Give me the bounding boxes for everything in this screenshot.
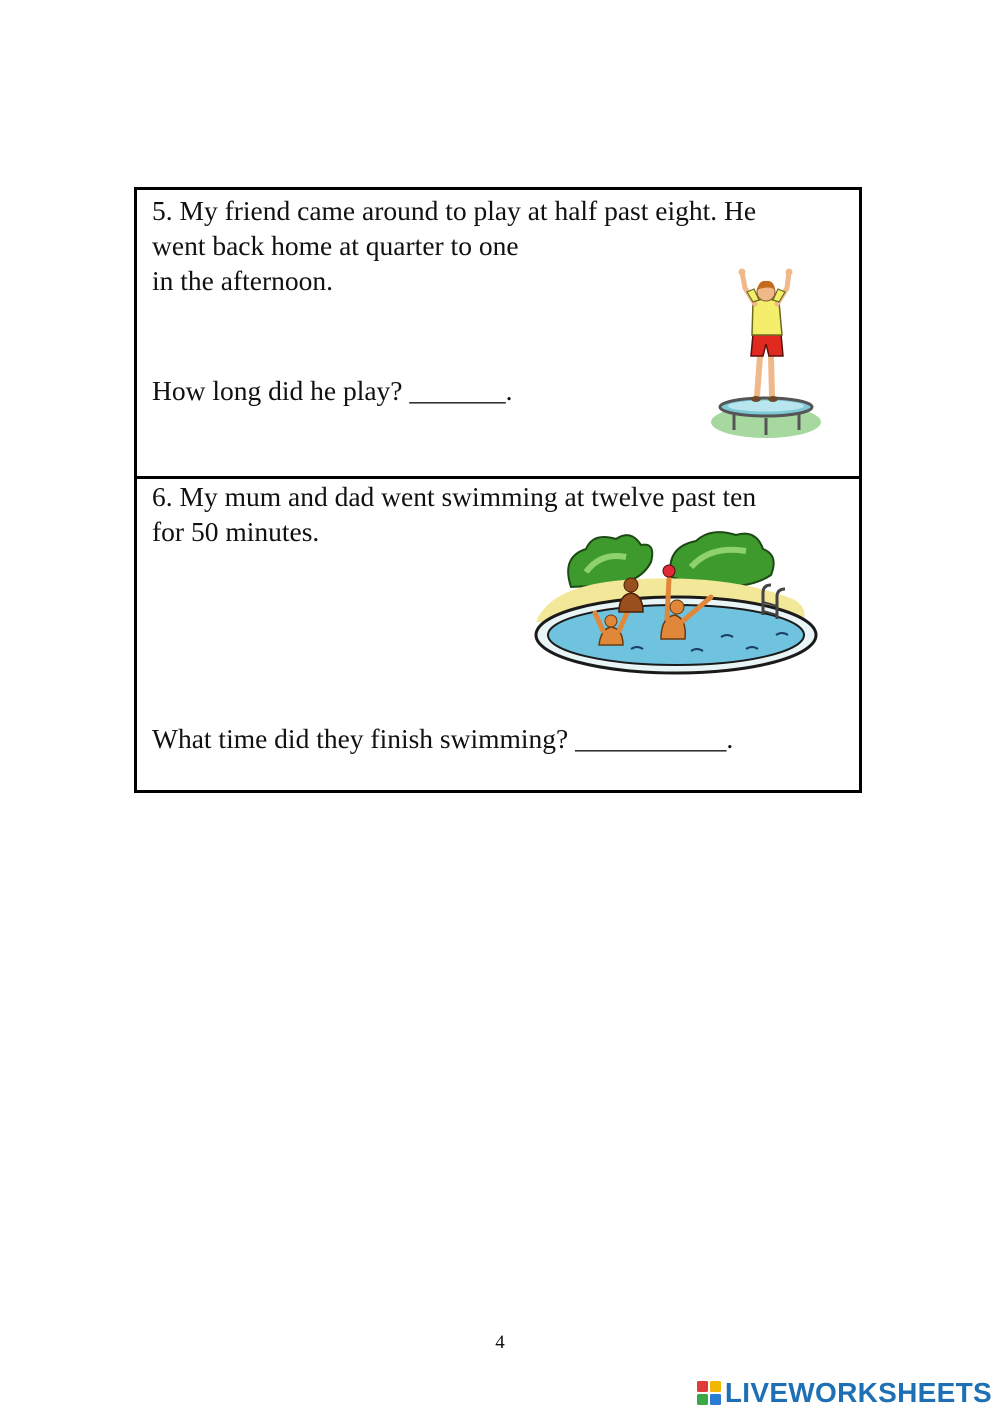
brand-name: LIVEWORKSHEETS — [724, 1377, 992, 1408]
swimming-pool-icon — [531, 527, 821, 677]
question-5-line-2: went back home at quarter to one — [152, 230, 519, 261]
question-6-box — [137, 479, 859, 790]
question-5-box — [137, 190, 859, 479]
liveworksheets-brand[interactable] — [697, 1376, 992, 1410]
worksheet-table — [134, 187, 862, 793]
question-6-prompt: What time did they finish swimming? ___________. — [152, 723, 734, 754]
question-6-line-1: 6. My mum and dad went swimming at twelve past ten — [152, 481, 757, 512]
question-6-line-2: for 50 minutes. — [152, 516, 320, 547]
question-5-line-1: 5. My friend came around to play at half past eight. He — [152, 195, 757, 226]
question-5-line-3: in the afternoon. — [152, 265, 333, 296]
trampoline-boy-icon — [709, 268, 825, 440]
page-number: 4 — [495, 1332, 505, 1353]
liveworksheets-logo-icon — [697, 1381, 721, 1405]
question-5-prompt: How long did he play? _______. — [152, 375, 513, 406]
